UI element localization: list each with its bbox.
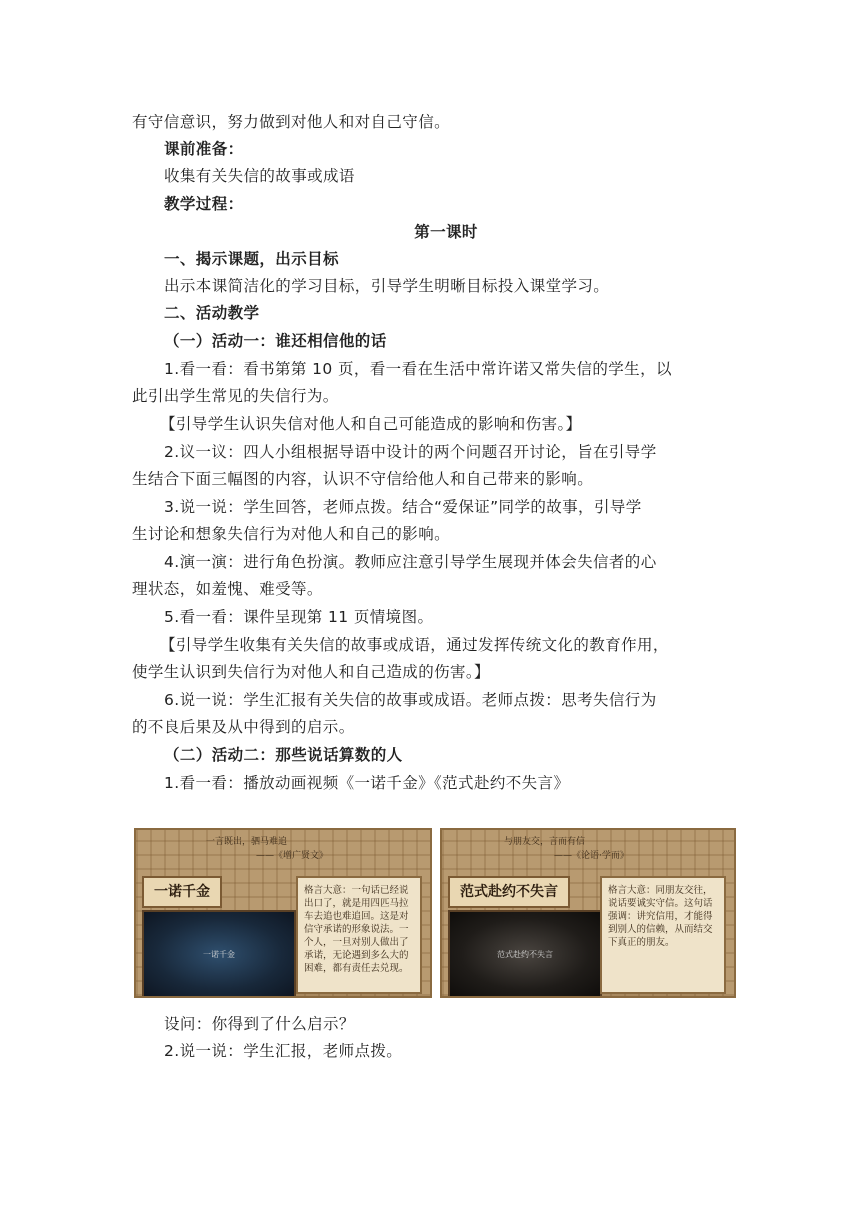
slide-title: 范式赴约不失言	[448, 876, 570, 908]
slide-note: 格言大意：一句话已经说出口了，就是用四匹马拉车去追也难追回。这是对信守承诺的形象说法。一个人，一旦对别人做出了承诺，无论遇到多么大的困难，都有责任去兑现。	[296, 876, 422, 994]
video-caption: 一诺千金	[203, 949, 235, 959]
slide-note: 格言大意：同朋友交往，说话要诚实守信。这句话强调：讲究信用，才能得到别人的信赖，从而结交下真正的朋友。	[600, 876, 726, 994]
paragraph-line: 2.议一议：四人小组根据导语中设计的两个问题召开讨论，旨在引导学	[164, 443, 657, 461]
paragraph-line: 4.演一演：进行角色扮演。教师应注意引导学生展现并体会失信者的心	[164, 553, 657, 571]
paragraph-line: 有守信意识，努力做到对他人和对自己守信。	[132, 113, 451, 131]
paragraph-line: 的不良后果及从中得到的启示。	[132, 718, 355, 736]
paragraph-line: 2.说一说：学生汇报，老师点拨。	[164, 1042, 403, 1060]
activity-two-heading: （二）活动二：那些说话算数的人	[164, 746, 403, 764]
paragraph-line: 生讨论和想象失信行为对他人和自己的影响。	[132, 525, 451, 543]
paragraph-line: 6.说一说：学生汇报有关失信的故事或成语。老师点拨：思考失信行为	[164, 691, 657, 709]
video-caption: 范式赴约不失言	[497, 949, 553, 959]
slide-quote-source: ——《论语·学而》	[554, 851, 629, 861]
slide-quote: 与朋友交，言而有信	[504, 837, 586, 847]
slide-image-fanshi	[440, 828, 736, 998]
paragraph-line: 1.看一看：看书第第 10 页，看一看在生活中常许诺又常失信的学生，以	[164, 360, 672, 378]
lesson-heading: 第一课时	[414, 223, 478, 241]
note-line: 使学生认识到失信行为对他人和自己造成的伤害。】	[132, 663, 490, 681]
paragraph-line: 设问：你得到了什么启示？	[164, 1015, 355, 1033]
paragraph-line: 生结合下面三幅图的内容，认识不守信给他人和自己带来的影响。	[132, 470, 594, 488]
paragraph-line: 收集有关失信的故事或成语	[164, 167, 355, 185]
paragraph-line: 出示本课简洁化的学习目标，引导学生明晰目标投入课堂学习。	[164, 277, 610, 295]
section-label-process: 教学过程：	[164, 195, 244, 213]
section-label-preparation: 课前准备：	[164, 140, 244, 158]
slide-quote: 一言既出，驷马难追	[206, 837, 288, 847]
heading-part-one: 一、揭示课题，出示目标	[164, 250, 339, 268]
slide-image-yinuoqianjin	[134, 828, 432, 998]
paragraph-line: 此引出学生常见的失信行为。	[132, 387, 339, 405]
paragraph-line: 理状态，如羞愧、难受等。	[132, 580, 323, 598]
slide-title: 一诺千金	[142, 876, 222, 908]
slide-quote-source: ——《增广贤文》	[256, 851, 329, 861]
heading-part-two: 二、活动教学	[164, 304, 260, 322]
note-line: 【引导学生收集有关失信的故事或成语，通过发挥传统文化的教育作用，	[160, 636, 669, 654]
video-thumbnail	[448, 910, 602, 998]
video-thumbnail	[142, 910, 296, 998]
note-line: 【引导学生认识失信对他人和自己可能造成的影响和伤害。】	[160, 415, 582, 433]
paragraph-line: 3.说一说：学生回答，老师点拨。结合“爱保证”同学的故事，引导学	[164, 498, 642, 516]
paragraph-line: 1.看一看：播放动画视频《一诺千金》《范式赴约不失言》	[164, 774, 570, 792]
paragraph-line: 5.看一看：课件呈现第 11 页情境图。	[164, 608, 434, 626]
activity-one-heading: （一）活动一：谁还相信他的话	[164, 332, 387, 350]
